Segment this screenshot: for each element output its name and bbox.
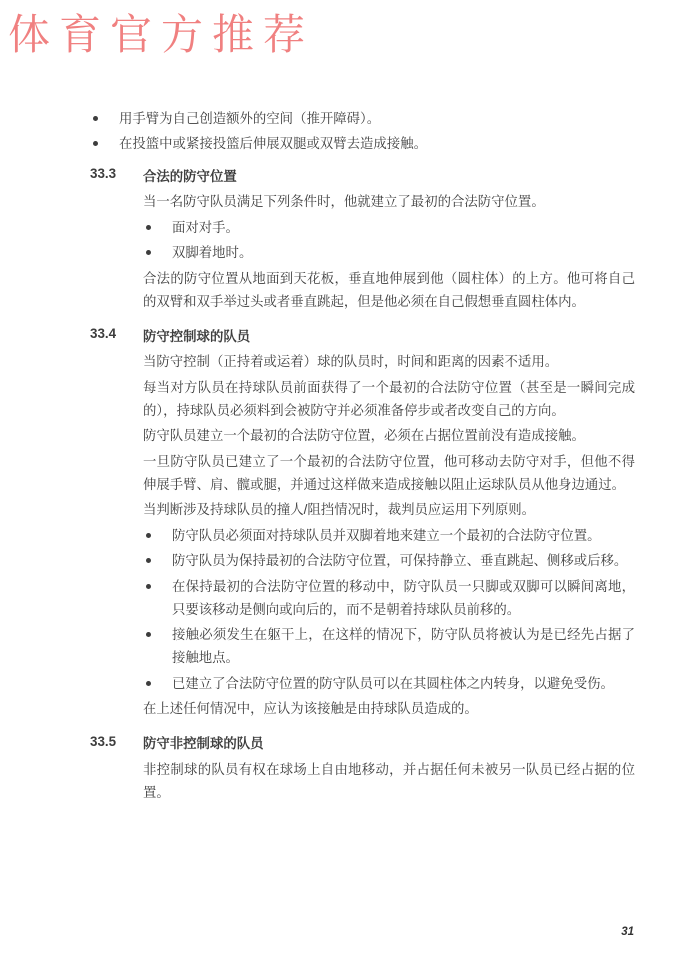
bullet-item: 防守队员为保持最初的合法防守位置，可保持静立、垂直跳起、侧移或后移。 — [143, 549, 635, 572]
watermark-text: 体育官方推荐 — [8, 13, 315, 59]
rule-section — [90, 322, 636, 723]
bullet-item: 防守队员必须面对持球队员并双脚着地来建立一个最初的合法防守位置。 — [143, 524, 635, 547]
paragraph: 当防守控制（正持着或运着）球的队员时，时间和距离的因素不适用。 — [143, 354, 559, 369]
section-title: 合法的防守位置 — [143, 168, 237, 184]
bullet-item: 用手臂为自己创造额外的空间（推开障碍）。 — [90, 107, 582, 130]
rule-section — [90, 730, 636, 807]
paragraph: 非控制球的队员有权在球场上自由地移动，并占据任何未被另一队员已经占据的位置。 — [143, 761, 635, 800]
section-number: 33.4 — [90, 326, 117, 341]
bullet-item: 在保持最初的合法防守位置的移动中，防守队员一只脚或双脚可以瞬间离地，只要该移动是侧向或向后的，而不是朝着持球队员前移的。 — [143, 575, 635, 621]
sections — [90, 162, 636, 806]
paragraph: 合法的防守位置从地面到天花板，垂直地伸展到他（圆柱体）的上方。他可将自己的双臂和双手举过头或者垂直跳起，但是他必须在自己假想垂直圆柱体内。 — [143, 270, 635, 309]
section-title: 防守非控制球的队员 — [143, 736, 264, 751]
paragraph: 当判断涉及持球队员的撞人/阻挡情况时，裁判员应运用下列原则。 — [143, 502, 536, 517]
paragraph: 防守队员建立一个最初的合法防守位置，必须在占据位置前没有造成接触。 — [143, 428, 585, 443]
paragraph: 每当对方队员在持球队员前面获得了一个最初的合法防守位置（甚至是一瞬间完成的），持球队员必须料到会被防守并必须准备停步或者改变自己的方向。 — [143, 379, 635, 418]
section-number: 33.5 — [90, 733, 117, 749]
bullet-list — [143, 216, 635, 265]
bullet-item: 面对对手。 — [143, 216, 635, 239]
bullet-list — [143, 524, 635, 695]
paragraph: 当一名防守队员满足下列条件时，他就建立了最初的合法防守位置。 — [143, 194, 545, 209]
page-number: 31 — [621, 926, 634, 938]
bullet-item: 在投篮中或紧接投篮后伸展双腿或双臂去造成接触。 — [90, 132, 582, 155]
section-body — [143, 730, 635, 807]
bullet-item: 接触必须发生在躯干上，在这样的情况下，防守队员将被认为是已经先占据了接触地点。 — [143, 623, 635, 669]
bullet-item: 双脚着地时。 — [143, 241, 635, 264]
document-content — [90, 104, 636, 806]
intro-bullet-list — [90, 107, 582, 156]
section-number: 33.3 — [90, 166, 117, 181]
section-title: 防守控制球的队员 — [143, 328, 251, 344]
rule-section — [90, 162, 636, 315]
paragraph: 在上述任何情况中，应认为该接触是由持球队员造成的。 — [143, 701, 478, 716]
paragraph: 一旦防守队员已建立了一个最初的合法防守位置，他可移动去防守对手，但他不得伸展手臂、肩、髋或腿，并通过这样做来造成接触以阻止运球队员从他身边通过。 — [143, 453, 635, 492]
section-body — [143, 322, 635, 723]
section-body — [143, 162, 635, 315]
bullet-item: 已建立了合法防守位置的防守队员可以在其圆柱体之内转身，以避免受伤。 — [143, 672, 635, 695]
